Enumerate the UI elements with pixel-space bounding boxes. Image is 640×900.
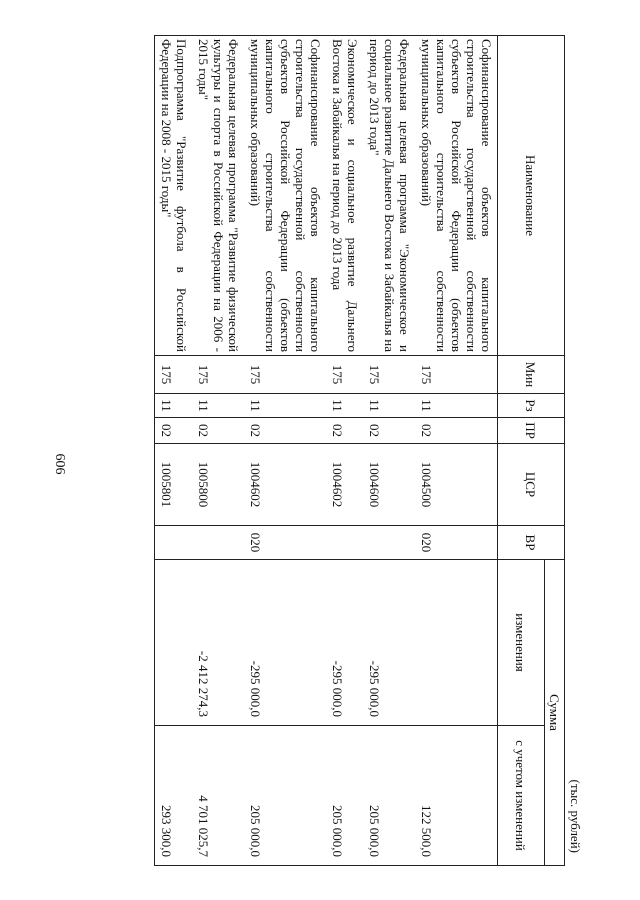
row-vr: 020	[244, 526, 326, 560]
row-total: 122 500,0	[415, 726, 498, 866]
row-name: Софинансирование объектов капитального строительства государственной собственности субъектов Российской Федерации (объектов капитального строительства собственности муниципальных образований)	[415, 36, 498, 356]
row-rz: 11	[192, 394, 244, 418]
header-vr: ВР	[498, 526, 565, 560]
row-vr: 020	[415, 526, 498, 560]
row-vr	[326, 526, 363, 560]
header-row-1	[545, 36, 565, 866]
row-name: Федеральная целевая программа "Экономическое и социальное развитие Дальнего Востока и Забайкалья на период до 2013 года"	[363, 36, 415, 356]
unit-label: (тыс. рублей)	[568, 779, 583, 853]
row-vr	[155, 526, 193, 560]
row-rz: 11	[363, 394, 415, 418]
row-vr	[192, 526, 244, 560]
page-number: 606	[52, 453, 67, 475]
row-pr: 02	[363, 418, 415, 444]
header-with-changes: с учетом изменений	[498, 726, 545, 866]
row-csr: 1005800	[192, 444, 244, 526]
header-summa: Сумма	[545, 560, 565, 866]
row-csr: 1004600	[363, 444, 415, 526]
row-min: 175	[415, 356, 498, 394]
budget-table-page	[45, 35, 585, 865]
row-min: 175	[244, 356, 326, 394]
row-name: Подпрограмма "Развитие футбола в Российской Федерации на 2008 - 2015 годы"	[155, 36, 193, 356]
row-change	[155, 560, 193, 726]
row-rz: 11	[326, 394, 363, 418]
header-name: Наименование	[498, 36, 565, 356]
row-pr: 02	[326, 418, 363, 444]
row-rz: 11	[244, 394, 326, 418]
table-row	[192, 36, 244, 866]
row-name: Софинансирование объектов капитального строительства государственной собственности субъектов Российской Федерации (объектов капитального строительства собственности муниципальных образований)	[244, 36, 326, 356]
header-changes: изменения	[498, 560, 545, 726]
row-rz: 11	[155, 394, 193, 418]
row-total: 205 000,0	[326, 726, 363, 866]
header-rz: Рз	[498, 394, 565, 418]
row-min: 175	[192, 356, 244, 394]
row-total: 293 300,0	[155, 726, 193, 866]
table-row	[363, 36, 415, 866]
row-change: -2 412 274,3	[192, 560, 244, 726]
header-pr: ПР	[498, 418, 565, 444]
row-pr: 02	[244, 418, 326, 444]
row-csr: 1004602	[244, 444, 326, 526]
row-pr: 02	[192, 418, 244, 444]
row-name: Федеральная целевая программа "Развитие физической культуры и спорта в Российской Федерации на 2006 - 2015 годы"	[192, 36, 244, 356]
row-change: -295 000,0	[326, 560, 363, 726]
table-row	[244, 36, 326, 866]
row-min: 175	[326, 356, 363, 394]
row-rz: 11	[415, 394, 498, 418]
row-min: 175	[155, 356, 193, 394]
table-row	[415, 36, 498, 866]
row-min: 175	[363, 356, 415, 394]
row-total: 205 000,0	[244, 726, 326, 866]
row-pr: 02	[415, 418, 498, 444]
row-change: -295 000,0	[244, 560, 326, 726]
row-change	[415, 560, 498, 726]
table-row	[155, 36, 193, 866]
table-row	[326, 36, 363, 866]
row-name: Экономическое и социальное развитие Дальнего Востока и Забайкалья на период до 2013 года	[326, 36, 363, 356]
row-total: 4 701 025,7	[192, 726, 244, 866]
header-min: Мин	[498, 356, 565, 394]
row-pr: 02	[155, 418, 193, 444]
row-total: 205 000,0	[363, 726, 415, 866]
budget-table	[154, 35, 565, 866]
header-csr: ЦСР	[498, 444, 565, 526]
row-csr: 1004500	[415, 444, 498, 526]
row-change: -295 000,0	[363, 560, 415, 726]
row-csr: 1005801	[155, 444, 193, 526]
row-csr: 1004602	[326, 444, 363, 526]
row-vr	[363, 526, 415, 560]
